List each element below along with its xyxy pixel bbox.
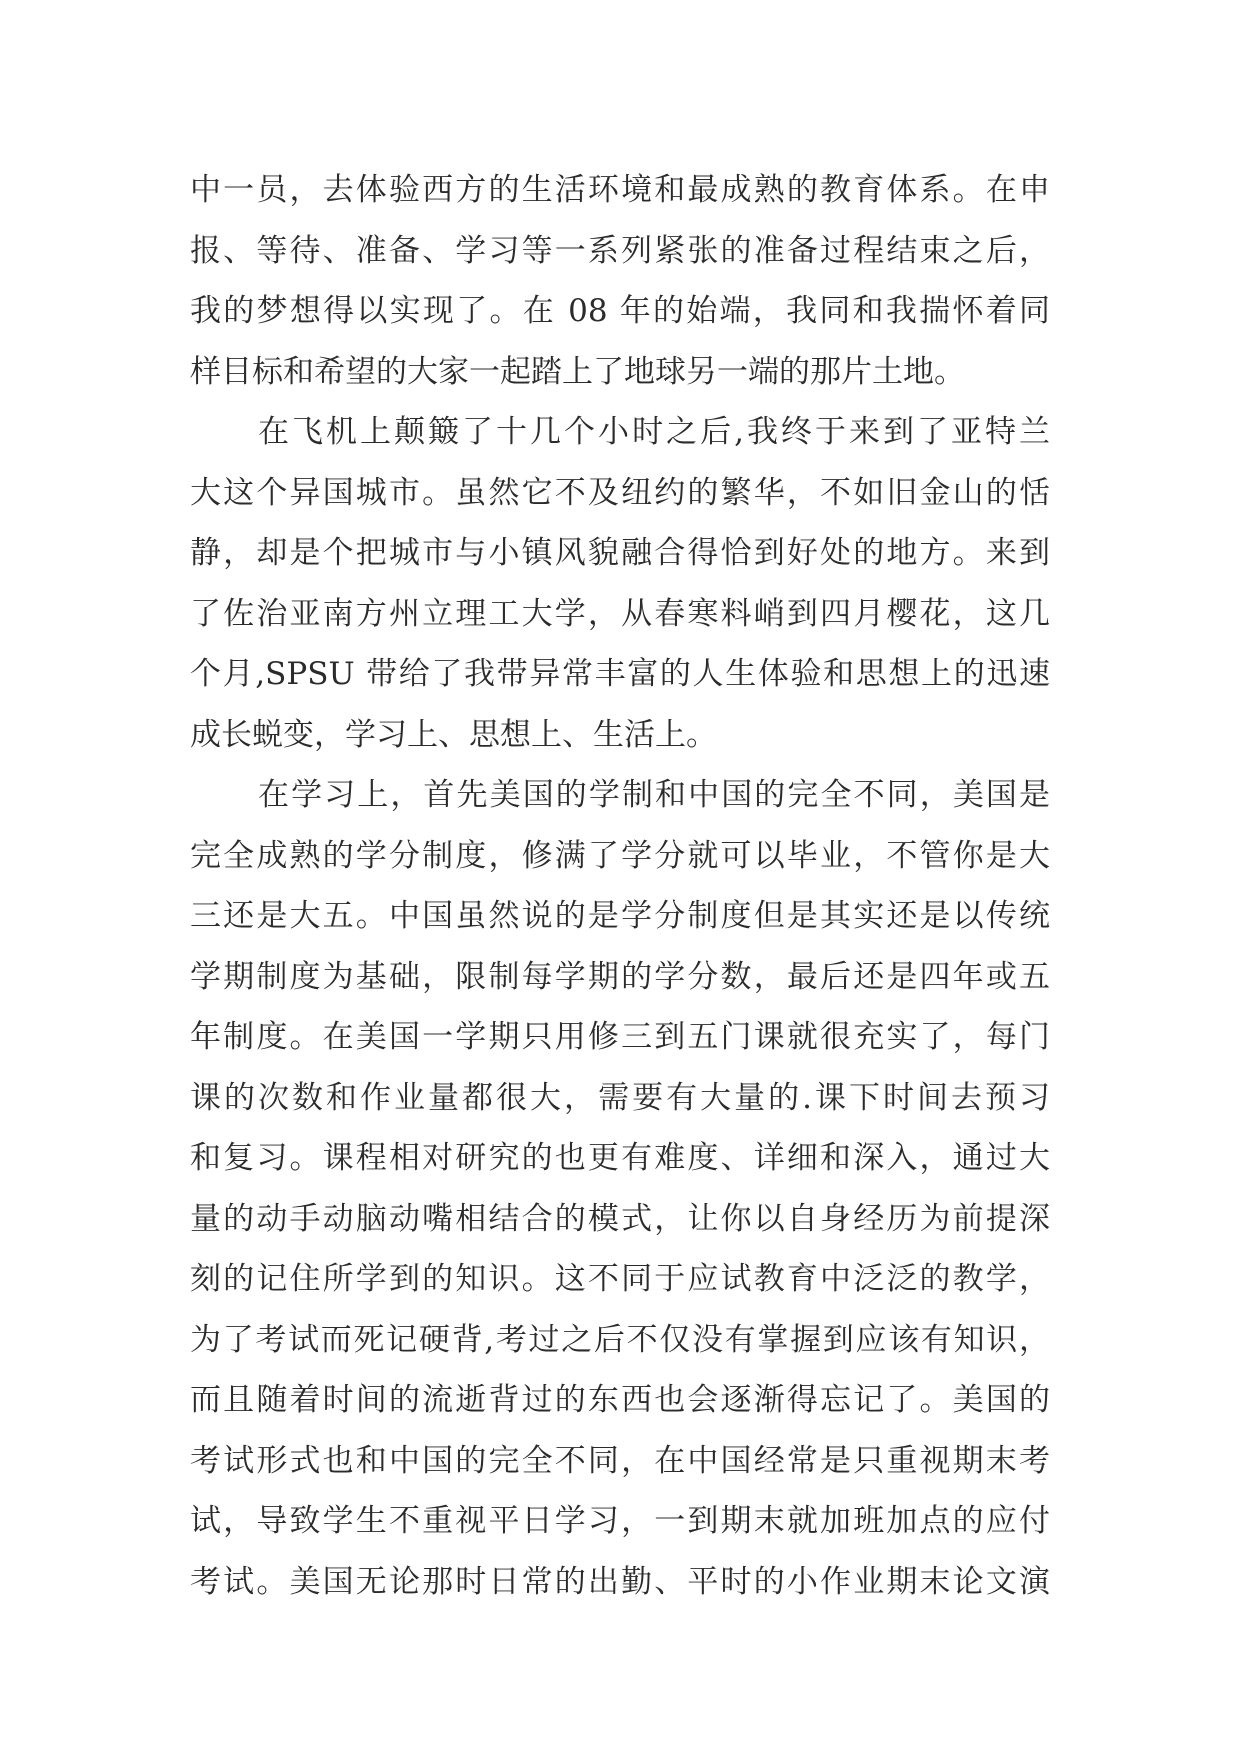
text-line: 课的次数和作业量都很大，需要有大量的.课下时间去预习 bbox=[190, 1079, 1050, 1116]
text-line: 大这个异国城市。虽然它不及纽约的繁华，不如旧金山的恬 bbox=[190, 474, 1050, 511]
text-line: 试，导致学生不重视平日学习，一到期末就加班加点的应付 bbox=[190, 1503, 1050, 1539]
paragraph-first-line: 在学习上，首先美国的学制和中国的完全不同，美国是 bbox=[258, 777, 1050, 813]
text-line: 完全成熟的学分制度，修满了学分就可以毕业，不管你是大 bbox=[190, 837, 1050, 874]
text-line: 刻的记住所学到的知识。这不同于应试教育中泛泛的教学， bbox=[190, 1261, 1050, 1297]
text-line: 个月,SPSU 带给了我带异常丰富的人生体验和思想上的迅速 bbox=[190, 656, 1050, 692]
text-line: 中一员，去体验西方的生活环境和最成熟的教育体系。在申 bbox=[190, 172, 1050, 208]
text-line: 我的梦想得以实现了。在 08 年的始端，我同和我揣怀着同 bbox=[190, 293, 1050, 329]
text-line: 静，却是个把城市与小镇风貌融合得恰到好处的地方。来到 bbox=[190, 535, 1050, 571]
text-line: 为了考试而死记硬背,考过之后不仅没有掌握到应该有知识， bbox=[190, 1321, 1050, 1358]
text-line: 考试形式也和中国的完全不同，在中国经常是只重视期末考 bbox=[190, 1442, 1050, 1479]
body-text bbox=[190, 160, 1050, 1612]
text-line: 和复习。课程相对研究的也更有难度、详细和深入，通过大 bbox=[190, 1140, 1050, 1176]
text-line: 考试。美国无论那时日常的出勤、平时的小作业期末论文演 bbox=[190, 1563, 1050, 1600]
text-line: 样目标和希望的大家一起踏上了地球另一端的那片土地。 bbox=[190, 353, 965, 390]
text-line: 而且随着时间的流逝背过的东西也会逐渐得忘记了。美国的 bbox=[190, 1382, 1050, 1418]
text-line: 成长蜕变，学习上、思想上、生活上。 bbox=[190, 716, 717, 753]
text-line: 学期制度为基础，限制每学期的学分数，最后还是四年或五 bbox=[190, 958, 1050, 995]
paragraph-first-line: 在飞机上颠簸了十几个小时之后,我终于来到了亚特兰 bbox=[258, 414, 1050, 450]
text-line: 了佐治亚南方州立理工大学，从春寒料峭到四月樱花，这几 bbox=[190, 595, 1050, 632]
text-line: 量的动手动脑动嘴相结合的模式，让你以自身经历为前提深 bbox=[190, 1200, 1050, 1237]
text-line: 报、等待、准备、学习等一系列紧张的准备过程结束之后， bbox=[190, 232, 1050, 269]
text-line: 三还是大五。中国虽然说的是学分制度但是其实还是以传统 bbox=[190, 898, 1050, 934]
text-line: 年制度。在美国一学期只用修三到五门课就很充实了，每门 bbox=[190, 1019, 1050, 1055]
